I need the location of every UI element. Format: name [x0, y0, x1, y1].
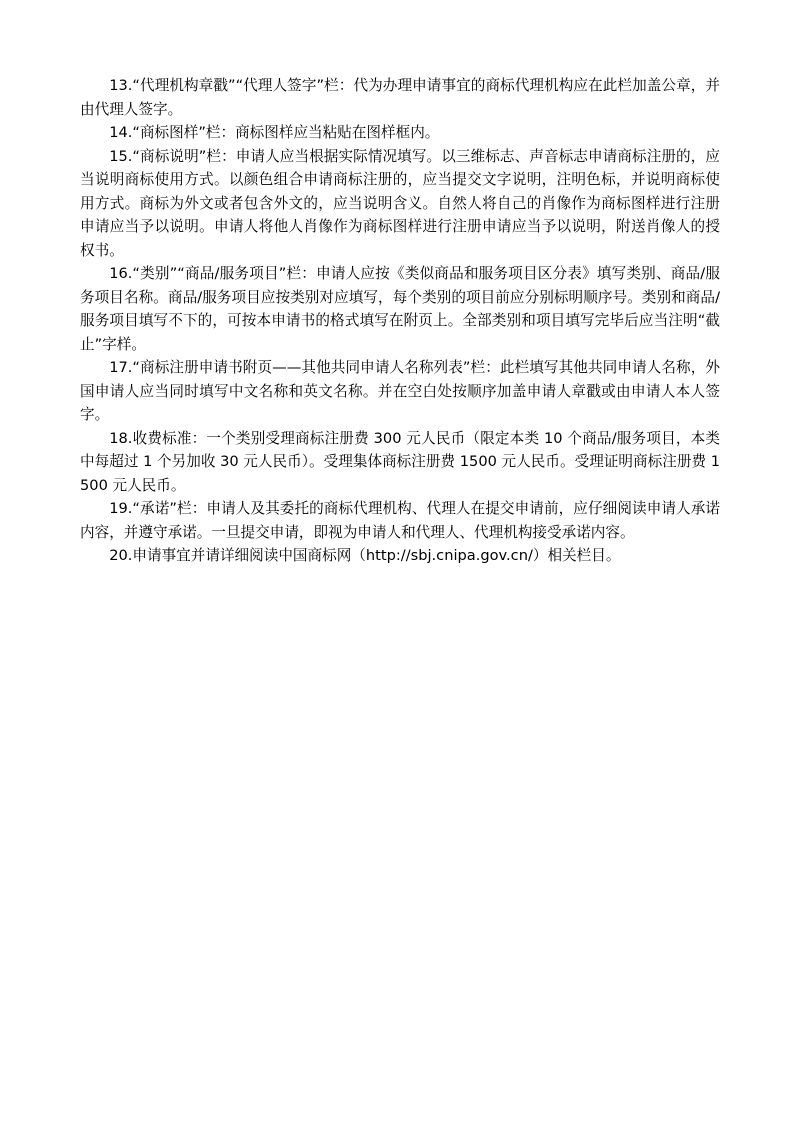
instruction-item-19: 19.“承诺”栏：申请人及其委托的商标代理机构、代理人在提交申请前，应仔细阅读申请人承诺内容，并遵守承诺。一旦提交申请，即视为申请人和代理人、代理机构接受承诺内容。: [80, 500, 720, 541]
instruction-item-16: 16.“类别”“商品/服务项目”栏：申请人应按《类似商品和服务项目区分表》填写类别、商品/服务项目名称。商品/服务项目应按类别对应填写，每个类别的项目前应分别标明顺序号。类别和商品/服务项目填写不下的，可按本申请书的格式填写在附页上。全部类别和项目填写完毕后应当注明“截止”字样。: [80, 265, 720, 353]
instruction-item-15: 15.“商标说明”栏：申请人应当根据实际情况填写。以三维标志、声音标志申请商标注册的，应当说明商标使用方式。以颜色组合申请商标注册的，应当提交文字说明，注明色标，并说明商标使用方式。商标为外文或者包含外文的，应当说明含义。自然人将自己的肖像作为商标图样进行注册申请应当予以说明。申请人将他人肖像作为商标图样进行注册申请应当予以说明，附送肖像人的授权书。: [80, 147, 720, 259]
instruction-item-20: 20.申请事宜并请详细阅读中国商标网（http://sbj.cnipa.gov.cn/）相关栏目。: [109, 547, 621, 564]
instructions-body: [80, 74, 720, 568]
instruction-item-17: 17.“商标注册申请书附页——其他共同申请人名称列表”栏：此栏填写其他共同申请人名称，外国申请人应当同时填写中文名称和英文名称。并在空白处按顺序加盖申请人章戳或由申请人本人签字。: [80, 359, 720, 423]
instruction-item-18: 18.收费标准：一个类别受理商标注册费 300 元人民币（限定本类 10 个商品/服务项目，本类中每超过 1 个另加收 30 元人民币）。受理集体商标注册费 1500 元人民币。受理证明商标注册费 1500 元人民币。: [80, 429, 720, 494]
instruction-item-13: 13.“代理机构章戳”“代理人签字”栏：代为办理申请事宜的商标代理机构应在此栏加盖公章，并由代理人签字。: [80, 77, 720, 118]
instruction-item-14: 14.“商标图样”栏：商标图样应当粘贴在图样框内。: [109, 124, 440, 141]
